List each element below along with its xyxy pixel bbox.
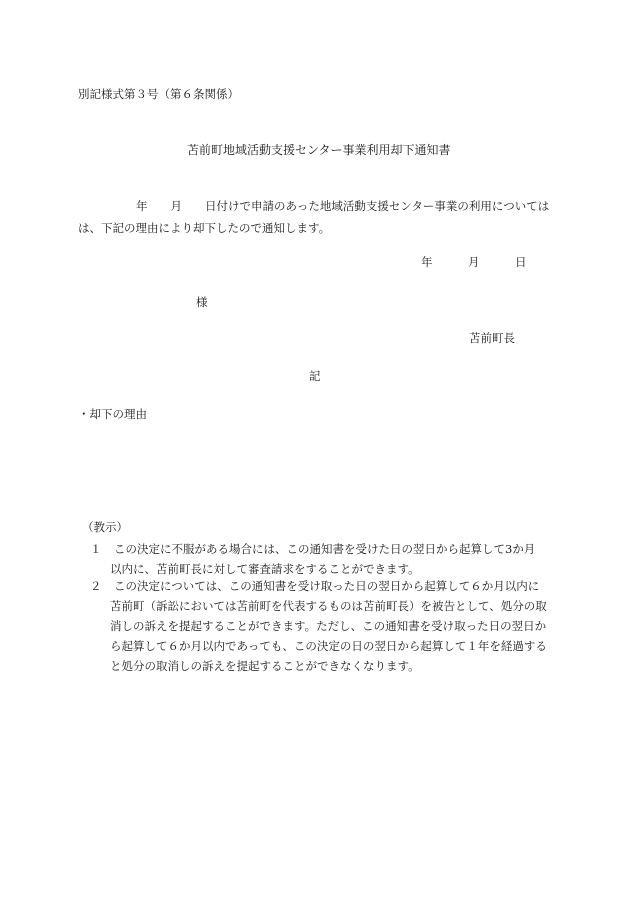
notice-item-number: ２ bbox=[90, 579, 102, 593]
notice-item-line: この決定に不服がある場合には、この通知書を受けた日の翌日から起算して3か月 bbox=[114, 542, 536, 556]
date-month-label: 月 bbox=[468, 255, 480, 269]
body-line-2: は、下記の理由により却下したので通知します。 bbox=[78, 221, 331, 235]
form-number: 別記様式第３号（第６条関係） bbox=[78, 87, 239, 101]
ki-heading: 記 bbox=[309, 369, 321, 383]
notice-item-1 bbox=[90, 539, 560, 579]
notice-item-line: 苫前町（訴訟においては苫前町を代表するものは苫前町長）を被告として、処分の取 bbox=[110, 599, 547, 613]
date-year-label: 年 bbox=[421, 255, 433, 269]
notice-item-line: と処分の取消しの訴えを提起することができなくなります。 bbox=[110, 659, 420, 673]
notice-item-line: この決定については、この通知書を受け取った日の翌日から起算して６か月以内に bbox=[114, 579, 540, 593]
date-day-label: 日 bbox=[515, 255, 527, 269]
body-line-1: 年 月 日付けで申請のあった地域活動支援センター事業の利用については bbox=[136, 199, 550, 213]
rejection-reason-label: ・却下の理由 bbox=[78, 407, 147, 421]
notice-item-2 bbox=[90, 576, 560, 676]
notice-item-line: 消しの訴えを提起することができます。ただし、この通知書を受け取った日の翌日か bbox=[110, 619, 547, 633]
issuer-name: 苫前町長 bbox=[469, 331, 515, 345]
notice-heading: （教示） bbox=[82, 520, 128, 534]
document-title: 苫前町地域活動支援センター事業利用却下通知書 bbox=[187, 143, 451, 157]
addressee-suffix: 様 bbox=[196, 295, 208, 309]
notice-item-number: １ bbox=[90, 542, 102, 556]
notice-item-line: ら起算して６か月以内であっても、この決定の日の翌日から起算して１年を経過する bbox=[110, 639, 547, 653]
notice-item-line: 以内に、苫前町長に対して審査請求をすることができます。 bbox=[110, 562, 420, 576]
body-paragraph bbox=[78, 195, 553, 239]
